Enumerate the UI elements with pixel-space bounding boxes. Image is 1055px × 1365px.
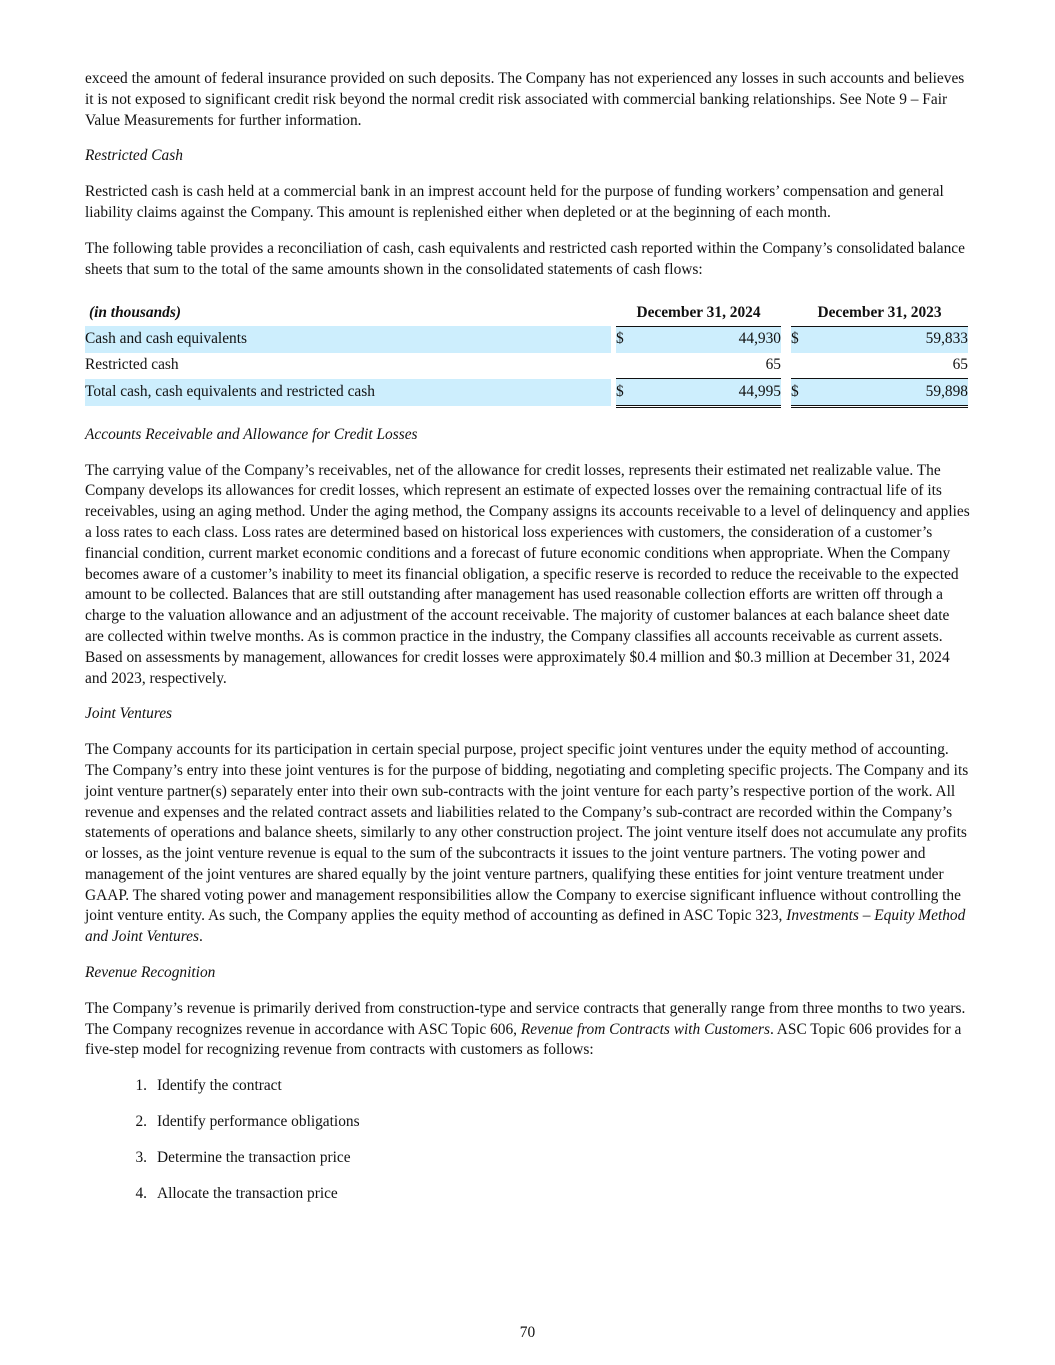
- dollar-sign: [791, 353, 801, 379]
- revenue-recognition-paragraph: The Company’s revenue is primarily derived from construction-type and service contracts that generally range from three months to two years. The Company recognizes revenue in accordance with ASC Topic 606, Revenue from Contracts with Customers. ASC Topic 606 provides for a five-step model for recognizing revenue from contracts with customers as follows:: [85, 999, 966, 1059]
- column-header-2024: December 31, 2024: [616, 300, 781, 326]
- reconciliation-intro-paragraph: The following table provides a reconciliation of cash, cash equivalents and restricted cash reported within the Company’s consolidated balance sheets that sum to the total of the same amounts shown in the consolidated statements of cash flows:: [85, 239, 965, 278]
- dollar-sign: $: [616, 326, 626, 352]
- row-label: Restricted cash: [85, 356, 179, 374]
- dollar-sign: $: [791, 326, 801, 352]
- accounts-receivable-paragraph: The carrying value of the Company’s receivables, net of the allowance for credit losses, represents their estimated net realizable value. The Company develops its allowances for credit losses, which represent an estimate of expected losses over the remaining contractual life of its receivables, using an aging method. Under the aging method, the Company assigns its accounts receivable to a level of delinquency and applies a loss rates to each class. Loss rates are determined based on historical loss experiences with customers, the consideration of a customer’s financial condition, current market economic conditions and a forecast of future economic conditions when appropriate. When the Company becomes aware of a customer’s inability to meet its financial obligation, a specific reserve is recorded to reduce the receivable to the expected amount to be collected. Balances that are still outstanding after management has used reasonable collection efforts are written off through a charge to the valuation allowance and an adjustment of the account receivable. The majority of customer balances at each balance sheet date are collected within twelve months. As is common practice in the industry, the Company classifies all accounts receivable as current assets. Based on assessments by management, allowances for credit losses were approximately $0.4 million and $0.3 million at December 31, 2024 and 2023, respectively.: [85, 461, 970, 687]
- joint-ventures-heading: Joint Ventures: [85, 705, 173, 723]
- dollar-sign: $: [791, 379, 801, 407]
- row-label: Cash and cash equivalents: [85, 326, 611, 352]
- list-item: 1. Identify the contract: [135, 1077, 282, 1095]
- revenue-recognition-heading: Revenue Recognition: [85, 964, 216, 982]
- list-item: 4. Allocate the transaction price: [135, 1185, 338, 1203]
- five-step-list: [85, 1076, 970, 1205]
- table-row: [85, 353, 968, 379]
- dollar-sign: $: [616, 379, 626, 407]
- page-number: 70: [519, 1324, 536, 1341]
- list-item: 3. Determine the transaction price: [135, 1149, 351, 1167]
- document-page: [85, 69, 970, 1220]
- cash-reconciliation-table: [85, 300, 968, 407]
- row-label: Total cash, cash equivalents and restricted cash: [85, 379, 611, 407]
- table-header-row: [85, 300, 968, 326]
- restricted-cash-paragraph: Restricted cash is cash held at a commercial bank in an imprest account held for the purpose of funding workers’ compensation and general liability claims against the Company. This amount is replenished either when depleted or at the beginning of each month.: [85, 183, 944, 221]
- accounts-receivable-heading: Accounts Receivable and Allowance for Credit Losses: [85, 425, 418, 443]
- value-2024: 44,995: [626, 379, 781, 407]
- table-row: [85, 326, 968, 352]
- column-header-2023: December 31, 2023: [791, 300, 968, 326]
- value-2023: 59,833: [801, 326, 968, 352]
- intro-paragraph: exceed the amount of federal insurance provided on such deposits. The Company has not experienced any losses in such accounts and believes it is not exposed to significant credit risk beyond the normal credit risk associated with commercial banking relationships. See Note 9 – Fair Value Measurements for further information.: [85, 70, 965, 129]
- units-label: (in thousands): [89, 304, 181, 322]
- list-item: 2. Identify performance obligations: [135, 1113, 360, 1131]
- value-2023: 59,898: [801, 379, 968, 407]
- table-total-row: [85, 379, 968, 407]
- value-2023: 65: [801, 353, 968, 379]
- value-2024: 44,930: [626, 326, 781, 352]
- dollar-sign: [616, 353, 626, 379]
- value-2024: 65: [626, 353, 781, 379]
- restricted-cash-heading: Restricted Cash: [85, 147, 183, 165]
- joint-ventures-paragraph: The Company accounts for its participation in certain special purpose, project specific joint ventures under the equity method of accounting. The Company’s entry into these joint ventures is for the purpose of bidding, negotiating and completing specific projects. The Company and its joint venture partner(s) separately enter into their own sub-contracts with the joint venture for each party’s respective portion of the work. All revenue and expenses and the related contract assets and liabilities related to the Company’s sub-contract are recorded within the Company’s statements of operations and balance sheets, similarly to any other construction project. The joint venture itself does not accumulate any profits or losses, as the joint venture revenue is equal to the sum of the subcontracts it issues to the joint venture partners. The voting power and management of the joint ventures are shared equally by the joint venture partners, qualifying these entities for joint venture treatment under GAAP. The shared voting power and management responsibilities allow the Company to exercise significant influence without controlling the joint venture entity. As such, the Company applies the equity method of accounting as defined in ASC Topic 323, Investments – Equity Method and Joint Ventures.: [85, 741, 969, 946]
